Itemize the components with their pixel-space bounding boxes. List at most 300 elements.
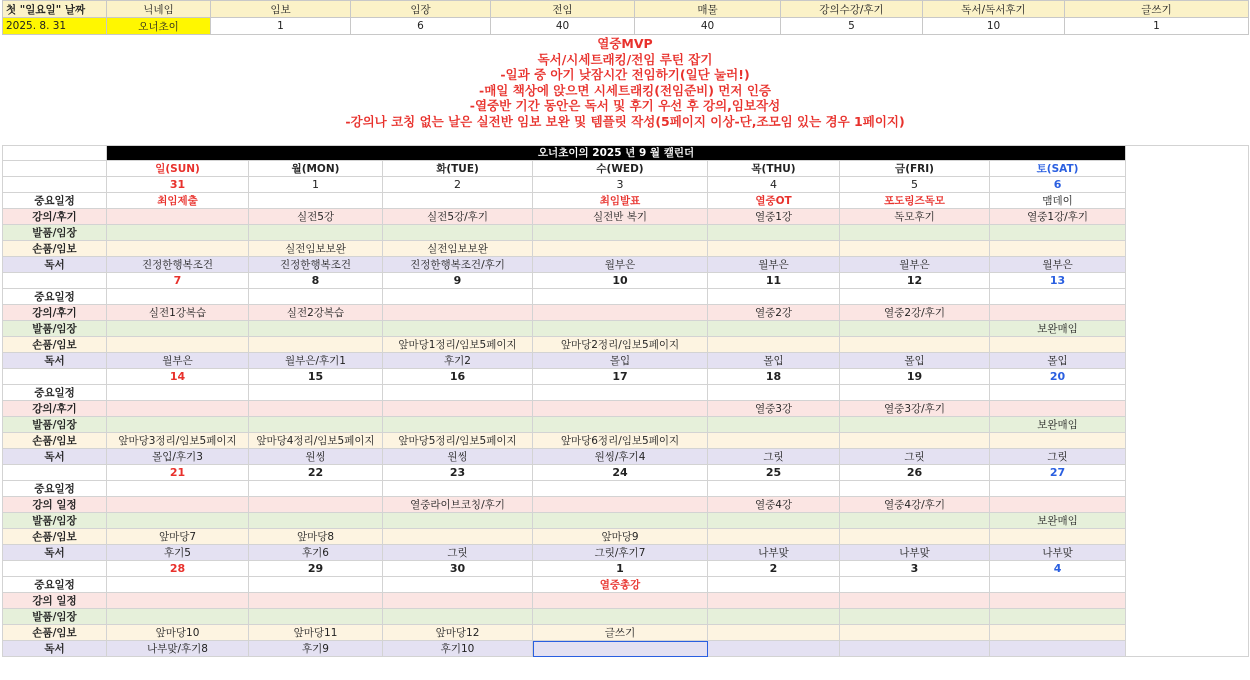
row-label[interactable]: 손품/임보 [3, 337, 107, 353]
schedule-cell[interactable] [107, 497, 249, 513]
schedule-cell[interactable] [107, 481, 249, 497]
schedule-cell[interactable]: 실전1강복습 [107, 305, 249, 321]
weekday-header[interactable]: 일(SUN) [107, 161, 249, 177]
row-label[interactable]: 손품/임보 [3, 529, 107, 545]
weekday-header[interactable]: 금(FRI) [840, 161, 990, 177]
schedule-cell[interactable] [249, 513, 383, 529]
schedule-row [3, 417, 1249, 433]
row-label[interactable]: 독서 [3, 641, 107, 657]
date-cell[interactable]: 13 [990, 273, 1126, 289]
schedule-cell[interactable]: 후기2 [383, 353, 533, 369]
schedule-cell[interactable]: 열중4강/후기 [840, 497, 990, 513]
weekday-corner-cell[interactable] [3, 161, 107, 177]
schedule-cell[interactable] [383, 305, 533, 321]
row-label[interactable]: 독서 [3, 257, 107, 273]
schedule-cell[interactable] [708, 609, 840, 625]
schedule-cell[interactable] [708, 241, 840, 257]
summary-header-cell[interactable]: 매물 [635, 1, 781, 18]
summary-value-cell[interactable]: 40 [635, 18, 781, 35]
schedule-cell[interactable] [840, 529, 990, 545]
schedule-cell[interactable] [383, 401, 533, 417]
schedule-cell[interactable]: 진정한행복조건/후기 [383, 257, 533, 273]
schedule-cell[interactable]: 실전반 복기 [533, 209, 708, 225]
schedule-cell[interactable]: 보완매임 [990, 513, 1126, 529]
date-cell[interactable]: 17 [533, 369, 708, 385]
date-cell[interactable]: 15 [249, 369, 383, 385]
schedule-cell[interactable] [383, 481, 533, 497]
summary-header-cell[interactable]: 임장 [351, 1, 491, 18]
schedule-cell[interactable] [990, 593, 1126, 609]
date-row-label[interactable] [3, 273, 107, 289]
schedule-row [3, 321, 1249, 337]
banner-line[interactable]: -열중반 기간 동안은 독서 및 후기 우선 후 강의,임보작성 [469, 98, 781, 113]
schedule-cell[interactable] [383, 225, 533, 241]
schedule-cell[interactable] [840, 577, 990, 593]
schedule-cell[interactable] [249, 289, 383, 305]
schedule-cell[interactable] [990, 337, 1126, 353]
date-cell[interactable]: 22 [249, 465, 383, 481]
schedule-cell[interactable]: 열중4강 [708, 497, 840, 513]
schedule-cell[interactable]: 그릿 [708, 449, 840, 465]
date-cell[interactable]: 3 [840, 561, 990, 577]
schedule-cell[interactable] [533, 593, 708, 609]
date-cell[interactable]: 14 [107, 369, 249, 385]
schedule-cell[interactable]: 독모후기 [840, 209, 990, 225]
schedule-cell[interactable]: 후기9 [249, 641, 383, 657]
schedule-cell[interactable] [383, 417, 533, 433]
schedule-cell[interactable] [249, 609, 383, 625]
date-cell[interactable]: 16 [383, 369, 533, 385]
summary-nickname-cell[interactable]: 오너초이 [107, 18, 211, 35]
row-label[interactable]: 독서 [3, 449, 107, 465]
schedule-cell[interactable] [990, 529, 1126, 545]
summary-value-cell[interactable]: 6 [351, 18, 491, 35]
summary-header-cell[interactable]: 닉네임 [107, 1, 211, 18]
schedule-cell[interactable]: 포도링즈독모 [840, 193, 990, 209]
date-cell[interactable]: 7 [107, 273, 249, 289]
schedule-cell[interactable]: 열중총강 [533, 577, 708, 593]
row-label[interactable]: 중요일정 [3, 481, 107, 497]
row-label[interactable]: 중요일정 [3, 385, 107, 401]
schedule-cell[interactable]: 보완매임 [990, 321, 1126, 337]
schedule-cell[interactable] [383, 193, 533, 209]
schedule-cell[interactable] [249, 385, 383, 401]
schedule-cell[interactable]: 원씽/후기4 [533, 449, 708, 465]
schedule-cell[interactable] [990, 625, 1126, 641]
schedule-cell[interactable]: 실전5강 [249, 209, 383, 225]
schedule-cell[interactable] [840, 625, 990, 641]
schedule-cell[interactable]: 그릿 [990, 449, 1126, 465]
schedule-cell[interactable]: 앞마당8 [249, 529, 383, 545]
schedule-row [3, 513, 1249, 529]
schedule-cell[interactable]: 진정한행복조건 [249, 257, 383, 273]
schedule-cell[interactable] [383, 609, 533, 625]
summary-value-cell[interactable]: 10 [923, 18, 1065, 35]
date-cell[interactable]: 4 [708, 177, 840, 193]
schedule-cell[interactable]: 나부맞/후기8 [107, 641, 249, 657]
schedule-cell[interactable]: 앞마당7 [107, 529, 249, 545]
schedule-cell[interactable] [990, 497, 1126, 513]
schedule-cell[interactable] [533, 289, 708, 305]
schedule-cell[interactable] [249, 321, 383, 337]
date-row-label[interactable] [3, 561, 107, 577]
date-cell[interactable]: 2 [383, 177, 533, 193]
date-cell[interactable]: 4 [990, 561, 1126, 577]
schedule-row [3, 193, 1249, 209]
row-label[interactable]: 강의/후기 [3, 305, 107, 321]
schedule-cell[interactable] [249, 577, 383, 593]
schedule-cell[interactable]: 몰입/후기3 [107, 449, 249, 465]
weekday-header[interactable]: 목(THU) [708, 161, 840, 177]
schedule-row [3, 641, 1249, 657]
row-label[interactable]: 독서 [3, 353, 107, 369]
schedule-cell[interactable] [383, 529, 533, 545]
schedule-cell[interactable] [249, 193, 383, 209]
row-label[interactable]: 손품/임보 [3, 625, 107, 641]
schedule-cell[interactable] [990, 609, 1126, 625]
schedule-cell[interactable] [708, 593, 840, 609]
date-cell[interactable]: 24 [533, 465, 708, 481]
schedule-cell[interactable] [990, 641, 1126, 657]
schedule-row [3, 433, 1249, 449]
schedule-row [3, 385, 1249, 401]
schedule-row [3, 577, 1249, 593]
date-row-label[interactable] [3, 465, 107, 481]
schedule-cell[interactable] [533, 609, 708, 625]
summary-value-cell[interactable]: 40 [491, 18, 635, 35]
schedule-cell[interactable] [708, 641, 840, 657]
schedule-cell[interactable]: 몰입 [990, 353, 1126, 369]
weekday-header[interactable]: 월(MON) [249, 161, 383, 177]
schedule-cell[interactable]: 열중라이브코칭/후기 [383, 497, 533, 513]
schedule-cell[interactable]: 맴데이 [990, 193, 1126, 209]
schedule-cell[interactable] [990, 577, 1126, 593]
summary-header-cell[interactable]: 첫 "일요일" 날짜 [3, 1, 107, 18]
schedule-row [3, 241, 1249, 257]
row-label[interactable]: 강의/후기 [3, 401, 107, 417]
summary-header-row [3, 1, 1249, 18]
schedule-cell[interactable]: 앞마당11 [249, 625, 383, 641]
date-row [3, 369, 1249, 385]
row-label[interactable]: 강의 일정 [3, 593, 107, 609]
date-cell[interactable]: 2 [708, 561, 840, 577]
date-cell[interactable]: 29 [249, 561, 383, 577]
date-cell[interactable]: 8 [249, 273, 383, 289]
summary-value-cell[interactable]: 1 [211, 18, 351, 35]
date-cell[interactable]: 31 [107, 177, 249, 193]
schedule-cell[interactable]: 보완매임 [990, 417, 1126, 433]
schedule-cell[interactable] [990, 385, 1126, 401]
schedule-cell[interactable]: 그릿 [383, 545, 533, 561]
banner-line[interactable]: 독서/시세트래킹/전임 루틴 잡기 [537, 51, 713, 67]
calendar-corner-cell[interactable] [3, 146, 107, 161]
row-label[interactable]: 강의/후기 [3, 209, 107, 225]
schedule-cell[interactable] [840, 289, 990, 305]
banner-line[interactable]: -강의나 코칭 없는 날은 실전반 임보 보완 및 템플릿 작성(5페이지 이상-단,조모임 있는 경우 1페이지) [345, 113, 905, 129]
schedule-cell[interactable] [990, 225, 1126, 241]
schedule-cell[interactable]: 실전2강복습 [249, 305, 383, 321]
row-label[interactable]: 손품/임보 [3, 433, 107, 449]
row-label[interactable]: 발품/임장 [3, 513, 107, 529]
schedule-cell[interactable] [840, 241, 990, 257]
summary-start-date-cell[interactable]: 2025. 8. 31 [3, 18, 107, 35]
schedule-cell[interactable]: 열중1강/후기 [990, 209, 1126, 225]
schedule-cell[interactable] [107, 593, 249, 609]
date-cell[interactable]: 1 [533, 561, 708, 577]
summary-value-cell[interactable]: 5 [781, 18, 923, 35]
schedule-row [3, 529, 1249, 545]
schedule-cell[interactable]: 최임제출 [107, 193, 249, 209]
schedule-cell[interactable] [840, 337, 990, 353]
schedule-cell[interactable] [107, 385, 249, 401]
schedule-cell[interactable] [990, 289, 1126, 305]
schedule-cell[interactable]: 앞마당6정리/임보5페이지 [533, 433, 708, 449]
schedule-cell[interactable] [533, 497, 708, 513]
schedule-cell[interactable]: 몰입 [708, 353, 840, 369]
schedule-row [3, 593, 1249, 609]
schedule-cell[interactable] [107, 513, 249, 529]
schedule-cell[interactable]: 글쓰기 [533, 625, 708, 641]
schedule-cell[interactable]: 열중2강 [708, 305, 840, 321]
schedule-cell[interactable]: 나부맞 [840, 545, 990, 561]
schedule-cell[interactable] [840, 513, 990, 529]
row-label[interactable]: 독서 [3, 545, 107, 561]
schedule-cell[interactable] [990, 241, 1126, 257]
schedule-cell[interactable] [533, 641, 708, 657]
schedule-cell[interactable] [107, 321, 249, 337]
schedule-cell[interactable] [708, 337, 840, 353]
schedule-row [3, 353, 1249, 369]
date-cell[interactable]: 20 [990, 369, 1126, 385]
weekday-header[interactable]: 수(WED) [533, 161, 708, 177]
schedule-cell[interactable] [990, 481, 1126, 497]
banner-line[interactable]: -매일 책상에 앉으면 시세트래킹(전임준비) 먼저 인증 [479, 82, 771, 98]
schedule-cell[interactable] [107, 209, 249, 225]
schedule-cell[interactable]: 원씽 [249, 449, 383, 465]
schedule-cell[interactable] [708, 577, 840, 593]
side-note[interactable]: MVP가 된다는 마음으로 전심을 다해 열중반과정에 몰입한다 [1126, 146, 1249, 657]
schedule-cell[interactable] [708, 321, 840, 337]
banner-title[interactable]: 열중MVP [597, 36, 653, 51]
date-cell[interactable]: 25 [708, 465, 840, 481]
schedule-cell[interactable] [708, 225, 840, 241]
schedule-cell[interactable] [533, 305, 708, 321]
row-label[interactable]: 발품/임장 [3, 321, 107, 337]
schedule-cell[interactable] [383, 321, 533, 337]
schedule-cell[interactable]: 앞마당9 [533, 529, 708, 545]
schedule-cell[interactable] [107, 417, 249, 433]
date-cell[interactable]: 21 [107, 465, 249, 481]
schedule-cell[interactable] [533, 241, 708, 257]
schedule-cell[interactable]: 앞마당5정리/임보5페이지 [383, 433, 533, 449]
schedule-cell[interactable] [708, 625, 840, 641]
schedule-cell[interactable] [533, 513, 708, 529]
schedule-cell[interactable]: 나부맞 [708, 545, 840, 561]
schedule-cell[interactable]: 앞마당2정리/임보5페이지 [533, 337, 708, 353]
schedule-cell[interactable]: 그릿 [840, 449, 990, 465]
schedule-row [3, 625, 1249, 641]
schedule-cell[interactable] [107, 241, 249, 257]
schedule-cell[interactable] [249, 481, 383, 497]
schedule-row [3, 497, 1249, 513]
row-label[interactable]: 강의 일정 [3, 497, 107, 513]
summary-header-cell[interactable]: 강의수강/후기 [781, 1, 923, 18]
schedule-cell[interactable]: 월부은 [990, 257, 1126, 273]
schedule-cell[interactable] [840, 593, 990, 609]
schedule-cell[interactable] [840, 385, 990, 401]
schedule-cell[interactable]: 실전임보보완 [249, 241, 383, 257]
schedule-cell[interactable]: 후기6 [249, 545, 383, 561]
schedule-cell[interactable]: 월부은 [533, 257, 708, 273]
schedule-cell[interactable] [840, 481, 990, 497]
banner-line[interactable]: -일과 중 아기 낮잠시간 전임하기(일단 눌러!) [500, 67, 750, 82]
schedule-cell[interactable] [107, 401, 249, 417]
summary-header-cell[interactable]: 전임 [491, 1, 635, 18]
date-cell[interactable]: 23 [383, 465, 533, 481]
schedule-cell[interactable] [249, 337, 383, 353]
schedule-cell[interactable]: 앞마당4정리/임보5페이지 [249, 433, 383, 449]
schedule-cell[interactable] [708, 529, 840, 545]
date-cell[interactable]: 5 [840, 177, 990, 193]
date-cell[interactable]: 26 [840, 465, 990, 481]
schedule-cell[interactable]: 후기5 [107, 545, 249, 561]
summary-header-cell[interactable]: 글쓰기 [1065, 1, 1249, 18]
row-label[interactable]: 중요일정 [3, 289, 107, 305]
schedule-cell[interactable]: 몰입 [533, 353, 708, 369]
date-cell[interactable]: 12 [840, 273, 990, 289]
summary-header-cell[interactable]: 임보 [211, 1, 351, 18]
schedule-cell[interactable]: 열중3강 [708, 401, 840, 417]
schedule-cell[interactable] [533, 321, 708, 337]
schedule-cell[interactable] [383, 593, 533, 609]
schedule-cell[interactable] [840, 641, 990, 657]
schedule-cell[interactable] [107, 289, 249, 305]
date-cell[interactable]: 1 [249, 177, 383, 193]
date-cell[interactable]: 3 [533, 177, 708, 193]
schedule-cell[interactable]: 실전5강/후기 [383, 209, 533, 225]
schedule-cell[interactable] [533, 481, 708, 497]
schedule-cell[interactable] [708, 433, 840, 449]
schedule-cell[interactable] [107, 225, 249, 241]
weekday-header[interactable]: 토(SAT) [990, 161, 1126, 177]
date-cell[interactable]: 27 [990, 465, 1126, 481]
schedule-cell[interactable] [990, 305, 1126, 321]
schedule-cell[interactable]: 월부은/후기1 [249, 353, 383, 369]
schedule-cell[interactable]: 나부맞 [990, 545, 1126, 561]
date-cell[interactable]: 9 [383, 273, 533, 289]
schedule-cell[interactable] [249, 497, 383, 513]
schedule-cell[interactable] [533, 417, 708, 433]
row-label[interactable]: 발품/임장 [3, 417, 107, 433]
schedule-cell[interactable] [383, 289, 533, 305]
schedule-cell[interactable] [708, 417, 840, 433]
schedule-cell[interactable] [840, 433, 990, 449]
schedule-cell[interactable] [249, 401, 383, 417]
date-cell[interactable]: 11 [708, 273, 840, 289]
schedule-cell[interactable]: 최임발표 [533, 193, 708, 209]
date-row-label[interactable] [3, 369, 107, 385]
schedule-cell[interactable]: 앞마당1정리/임보5페이지 [383, 337, 533, 353]
row-label[interactable]: 발품/임장 [3, 609, 107, 625]
schedule-cell[interactable] [533, 225, 708, 241]
schedule-cell[interactable] [533, 385, 708, 401]
schedule-cell[interactable] [107, 337, 249, 353]
schedule-cell[interactable] [708, 289, 840, 305]
schedule-cell[interactable] [708, 513, 840, 529]
schedule-cell[interactable]: 월부은 [840, 257, 990, 273]
schedule-cell[interactable]: 앞마당12 [383, 625, 533, 641]
schedule-cell[interactable]: 열중1강 [708, 209, 840, 225]
schedule-row [3, 209, 1249, 225]
schedule-cell[interactable]: 앞마당3정리/임보5페이지 [107, 433, 249, 449]
schedule-cell[interactable] [383, 385, 533, 401]
schedule-cell[interactable] [533, 401, 708, 417]
date-cell[interactable]: 30 [383, 561, 533, 577]
schedule-cell[interactable]: 그릿/후기7 [533, 545, 708, 561]
schedule-cell[interactable] [107, 609, 249, 625]
schedule-cell[interactable]: 몰입 [840, 353, 990, 369]
schedule-cell[interactable]: 열중3강/후기 [840, 401, 990, 417]
schedule-cell[interactable]: 월부은 [107, 353, 249, 369]
schedule-cell[interactable]: 열중OT [708, 193, 840, 209]
date-row [3, 561, 1249, 577]
summary-value-cell[interactable]: 1 [1065, 18, 1249, 35]
schedule-cell[interactable] [990, 433, 1126, 449]
schedule-row [3, 609, 1249, 625]
schedule-cell[interactable]: 실전임보보완 [383, 241, 533, 257]
date-cell[interactable]: 10 [533, 273, 708, 289]
schedule-cell[interactable] [708, 481, 840, 497]
schedule-cell[interactable] [708, 385, 840, 401]
row-label[interactable]: 손품/임보 [3, 241, 107, 257]
schedule-cell[interactable] [840, 321, 990, 337]
summary-table [2, 0, 1249, 35]
date-cell[interactable]: 18 [708, 369, 840, 385]
row-label[interactable]: 중요일정 [3, 577, 107, 593]
weekday-header[interactable]: 화(TUE) [383, 161, 533, 177]
schedule-cell[interactable]: 앞마당10 [107, 625, 249, 641]
schedule-cell[interactable]: 진정한행복조건 [107, 257, 249, 273]
schedule-cell[interactable] [840, 609, 990, 625]
date-cell[interactable]: 19 [840, 369, 990, 385]
schedule-cell[interactable]: 원씽 [383, 449, 533, 465]
schedule-cell[interactable] [383, 513, 533, 529]
schedule-cell[interactable]: 후기10 [383, 641, 533, 657]
schedule-row [3, 225, 1249, 241]
date-row-label[interactable] [3, 177, 107, 193]
schedule-cell[interactable] [249, 593, 383, 609]
row-label[interactable]: 발품/임장 [3, 225, 107, 241]
schedule-cell[interactable] [107, 577, 249, 593]
row-label[interactable]: 중요일정 [3, 193, 107, 209]
goal-banner [0, 36, 1250, 129]
schedule-cell[interactable]: 월부은 [708, 257, 840, 273]
schedule-cell[interactable] [249, 417, 383, 433]
schedule-cell[interactable] [383, 577, 533, 593]
schedule-cell[interactable] [840, 225, 990, 241]
schedule-cell[interactable]: 열중2강/후기 [840, 305, 990, 321]
calendar-title-row [3, 146, 1249, 161]
date-cell[interactable]: 6 [990, 177, 1126, 193]
summary-header-cell[interactable]: 독서/독서후기 [923, 1, 1065, 18]
schedule-row [3, 545, 1249, 561]
schedule-cell[interactable] [840, 417, 990, 433]
calendar-title[interactable]: 오너초이의 2025 년 9 월 캘린더 [107, 146, 1126, 161]
schedule-row [3, 401, 1249, 417]
schedule-cell[interactable] [990, 401, 1126, 417]
date-cell[interactable]: 28 [107, 561, 249, 577]
schedule-cell[interactable] [249, 225, 383, 241]
